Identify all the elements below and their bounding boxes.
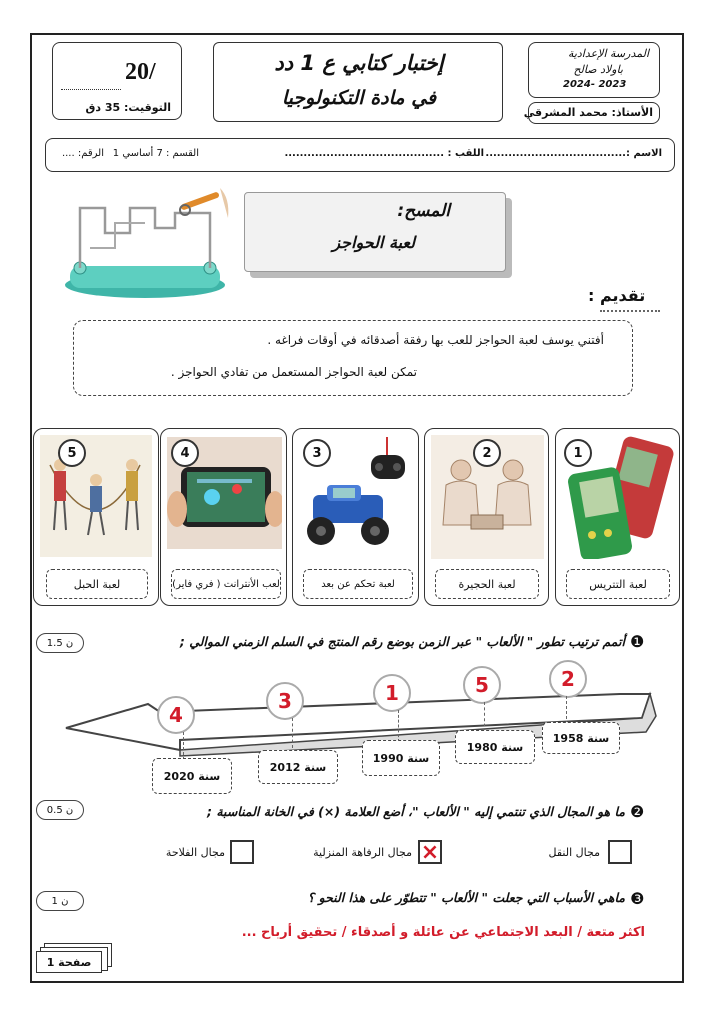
timeline-year-2012: سنة 2012 [258,750,338,784]
card-number-badge: 1 [564,439,592,467]
intro-line-2: تمكن لعبة الحواجز المستعمل من تفادي الحواجز . [170,365,417,379]
number-field[interactable]: الرقم: .... [61,148,104,159]
q1-text: أتمم ترتيب تطور " الألعاب " عبر الزمن بوضع رقم المنتج في السلم الزمني الموالي ; [179,634,625,649]
timeline-answer-2012: 3 [266,682,304,720]
intro-box [73,320,633,396]
q2-option-agriculture-label: مجال الفلاحة [165,846,225,859]
q2-option-home-comfort-label: مجال الرفاهة المنزلية [313,846,412,859]
survey-subtitle: لعبة الحواجز [332,233,415,252]
card-label: لعبة التتريس [566,569,670,599]
timeline-connector [566,696,567,724]
duration-label: التوقيت: 35 دق [85,101,171,114]
q2-option-transport-label: مجال النقل [548,846,600,859]
game-card-3 [292,428,419,606]
school-year: 2024- 2023 [563,79,627,90]
q3-points: 1 ن [36,891,84,911]
page-number: صفحة 1 [36,951,102,973]
intro-line-1: أفتني يوسف لعبة الحواجز للعب بها رفقة أصدقائه في أوقات فراغه . [267,333,604,347]
timeline-answer-1990: 1 [373,674,411,712]
q2-text: ما هو المجال الذي تنتمي إليه " الألعاب "، أضع العلامة (×) في الخانة المناسبة ; [207,804,625,819]
card-label: لعبة الحجيرة [435,569,539,599]
timeline-answer-1958: 2 [549,660,587,698]
survey-title: المسح: [397,201,450,221]
school-name: المدرسة الإعدادية [567,47,649,60]
teacher-name: الأستاذ: محمد المشرقي [523,106,653,119]
game-card-5 [33,428,159,606]
student-info-row [45,138,675,172]
survey-box [244,192,506,272]
card-number-badge: 3 [303,439,331,467]
exam-title-box [213,42,503,122]
timeline-year-1958: سنة 1958 [542,722,620,754]
game-card-1 [555,428,680,606]
school-place: باولاد صالح [573,63,623,76]
q2-option-transport-checkbox[interactable] [608,840,632,864]
exam-title: إختبار كتابي ع 1 دد [274,51,444,75]
card-label: لعب الأنترانت ( فري فاير) [171,569,281,599]
score-dots [61,89,121,90]
q3-answer: اكثر متعة / البعد الاجتماعي عن عائلة و أصدقاء / تحقيق أرباح ... [241,925,645,940]
q2-option-home-comfort-checkbox[interactable]: × [418,840,442,864]
q3-text: ماهي الأسباب التي جعلت " الألعاب " تتطوّر على هذا النحو ؟ [307,890,625,905]
timeline-connector [292,718,293,748]
school-box [528,42,660,98]
intro-underline [600,310,660,312]
name-field[interactable]: الاسم :..................................... [485,148,662,159]
card-number-badge: 4 [171,439,199,467]
jump-rope-image [40,435,152,557]
card-label: لعبة تحكم عن بعد [303,569,413,599]
exam-subject: في مادة التكنولوجيا [281,87,437,109]
timeline-year-1980: سنة 1980 [455,730,535,764]
q2-option-agriculture-checkbox[interactable] [230,840,254,864]
timeline-year-2020: سنة 2020 [152,758,232,794]
timeline-answer-1980: 5 [463,666,501,704]
maze-game-image [60,188,235,306]
timeline-year-1990: سنة 1990 [362,740,440,776]
class-label: القسم : 7 أساسي 1 [112,148,199,159]
q3-bullet: ❸ [630,889,645,908]
q1-bullet: ❶ [630,632,645,651]
timeline-connector [484,702,485,732]
card-number-badge: 2 [473,439,501,467]
q2-points: 0.5 ن [36,800,84,820]
score-box [52,42,182,120]
game-card-4 [160,428,287,606]
game-card-2 [424,428,549,606]
q1-points: 1.5 ن [36,633,84,653]
timeline-connector [398,710,399,742]
intro-heading: تقديم : [588,286,646,305]
timeline-connector [183,732,184,760]
teacher-box [523,102,660,124]
score-total: 20/ [125,59,156,85]
card-number-badge: 5 [58,439,86,467]
timeline-answer-2020: 4 [157,696,195,734]
card-label: لعبة الحبل [46,569,148,599]
q2-bullet: ❷ [630,802,645,821]
surname-field[interactable]: اللقب : .......................................... [284,148,484,159]
